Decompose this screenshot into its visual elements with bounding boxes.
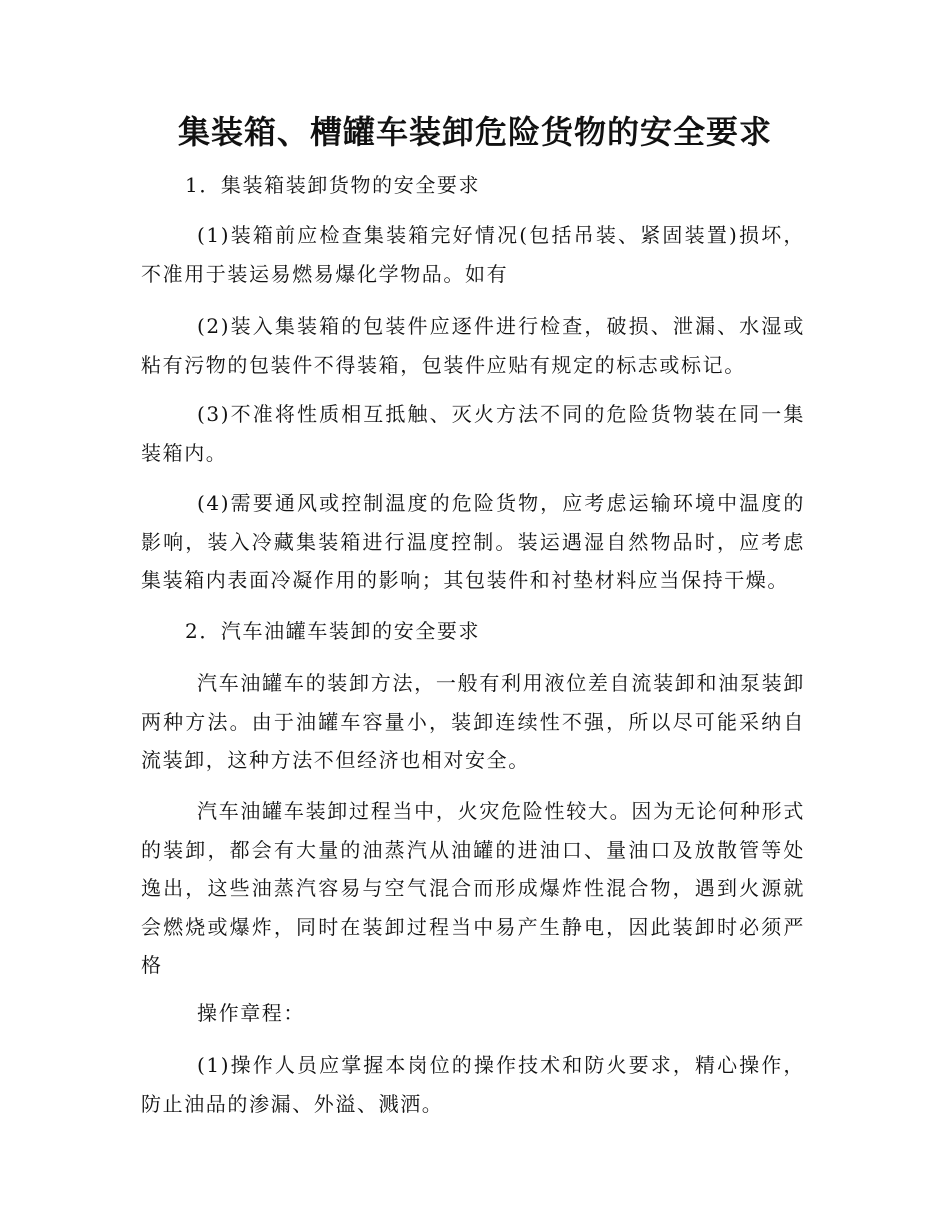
paragraph-2: (2)装入集装箱的包装件应逐件进行检查，破损、泄漏、水湿或粘有污物的包装件不得装箱，包装件应贴有规定的标志或标记。 — [141, 314, 805, 377]
section-heading-1: 1．集装箱装卸货物的安全要求 — [185, 173, 481, 197]
operating-rules-label: 操作章程： — [197, 1001, 305, 1025]
paragraph-4: (4)需要通风或控制温度的危险货物，应考虑运输环境中温度的影响，装入冷藏集装箱进行温度控制。装运遇湿自然物品时，应考虑集装箱内表面冷凝作用的影响；其包装件和衬垫材料应当保持干燥。 — [141, 491, 805, 592]
paragraph-5: 汽车油罐车的装卸方法，一般有利用液位差自流装卸和油泵装卸两种方法。由于油罐车容量小，装卸连续性不强，所以尽可能采纳自流装卸，这种方法不但经济也相对安全。 — [141, 671, 805, 772]
paragraph-6: 汽车油罐车装卸过程当中，火灾危险性较大。因为无论何种形式的装卸，都会有大量的油蒸汽从油罐的进油口、量油口及放散管等处逸出，这些油蒸汽容易与空气混合而形成爆炸性混合物，遇到火源就会燃烧或爆炸，同时在装卸过程当中易产生静电，因此装卸时必须严格 — [141, 799, 805, 977]
section-heading-2: 2．汽车油罐车装卸的安全要求 — [185, 619, 481, 643]
paragraph-3: (3)不准将性质相互抵触、灭火方法不同的危险货物装在同一集装箱内。 — [141, 402, 805, 465]
document-title: 集装箱、槽罐车装卸危险货物的安全要求 — [177, 113, 772, 151]
paragraph-7: (1)操作人员应掌握本岗位的操作技术和防火要求，精心操作，防止油品的渗漏、外溢、溅洒。 — [141, 1053, 805, 1116]
paragraph-1: (1)装箱前应检查集装箱完好情况(包括吊装、紧固装置)损坏，不准用于装运易燃易爆化学物品。如有 — [141, 223, 805, 286]
